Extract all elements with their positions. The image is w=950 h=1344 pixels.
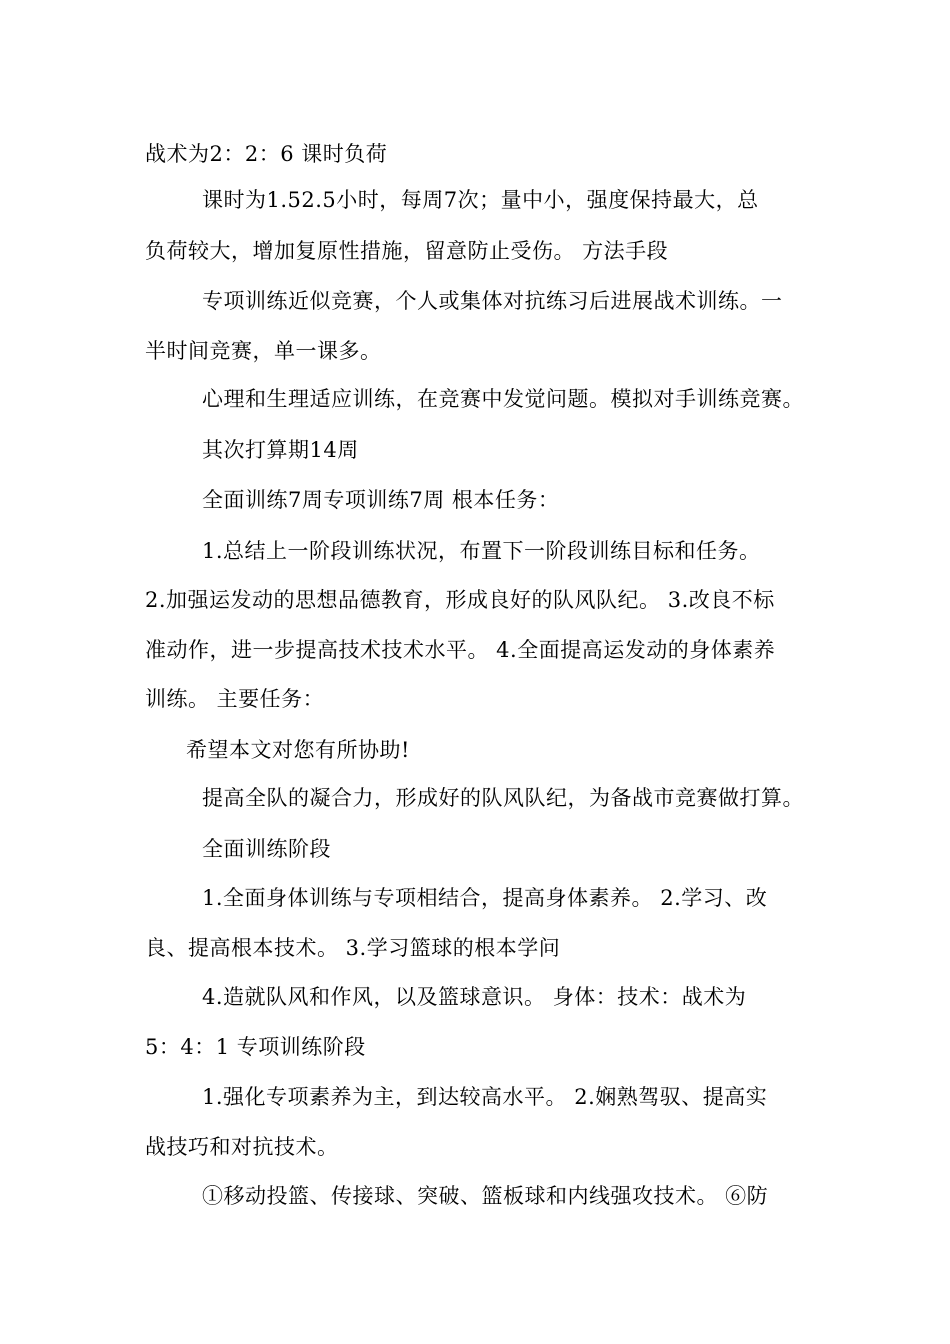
text-line-21: 战技巧和对抗技术。 [145,1135,339,1159]
text-line-8: 全面训练7周专项训练7周 根本任务： [202,488,560,512]
text-line-19: 5：4：1 专项训练阶段 [145,1035,366,1059]
text-line-7: 其次打算期14周 [202,438,359,462]
text-line-11: 准动作，进一步提高技术技术水平。 4.全面提高运发动的身体素养 [145,638,776,662]
text-line-4: 专项训练近似竞赛，个人或集体对抗练习后进展战术训练。一 [202,289,783,313]
text-line-12: 训练。 主要任务： [145,687,325,711]
text-line-13: 希望本文对您有所协助! [186,738,410,762]
text-line-14: 提高全队的凝合力，形成好的队风队纪，为备战市竞赛做打算。 [202,786,804,810]
text-line-5: 半时间竞赛，单一课多。 [145,339,382,363]
text-line-6: 心理和生理适应训练，在竞赛中发觉问题。模拟对手训练竞赛。 [202,387,804,411]
text-line-2: 课时为1.52.5小时，每周7次；量中小，强度保持最大，总 [202,188,759,212]
text-line-20: 1.强化专项素养为主，到达较高水平。 2.娴熟驾驭、提高实 [202,1085,768,1109]
text-line-22: ①移动投篮、传接球、突破、篮板球和内线强攻技术。 ⑥防 [202,1184,769,1208]
text-line-10: 2.加强运发动的思想品德教育，形成良好的队风队纪。 3.改良不标 [145,588,775,612]
text-line-18: 4.造就队风和作风，以及篮球意识。 身体：技术：战术为 [202,985,747,1009]
text-line-1: 战术为2：2：6 课时负荷 [145,142,388,166]
text-line-16: 1.全面身体训练与专项相结合，提高身体素养。 2.学习、改 [202,886,768,910]
text-line-15: 全面训练阶段 [202,837,331,861]
text-line-3: 负荷较大，增加复原性措施，留意防止受伤。 方法手段 [145,239,669,263]
text-line-9: 1.总结上一阶段训练状况，布置下一阶段训练目标和任务。 [202,539,761,563]
text-line-17: 良、提高根本技术。 3.学习篮球的根本学问 [145,936,561,960]
